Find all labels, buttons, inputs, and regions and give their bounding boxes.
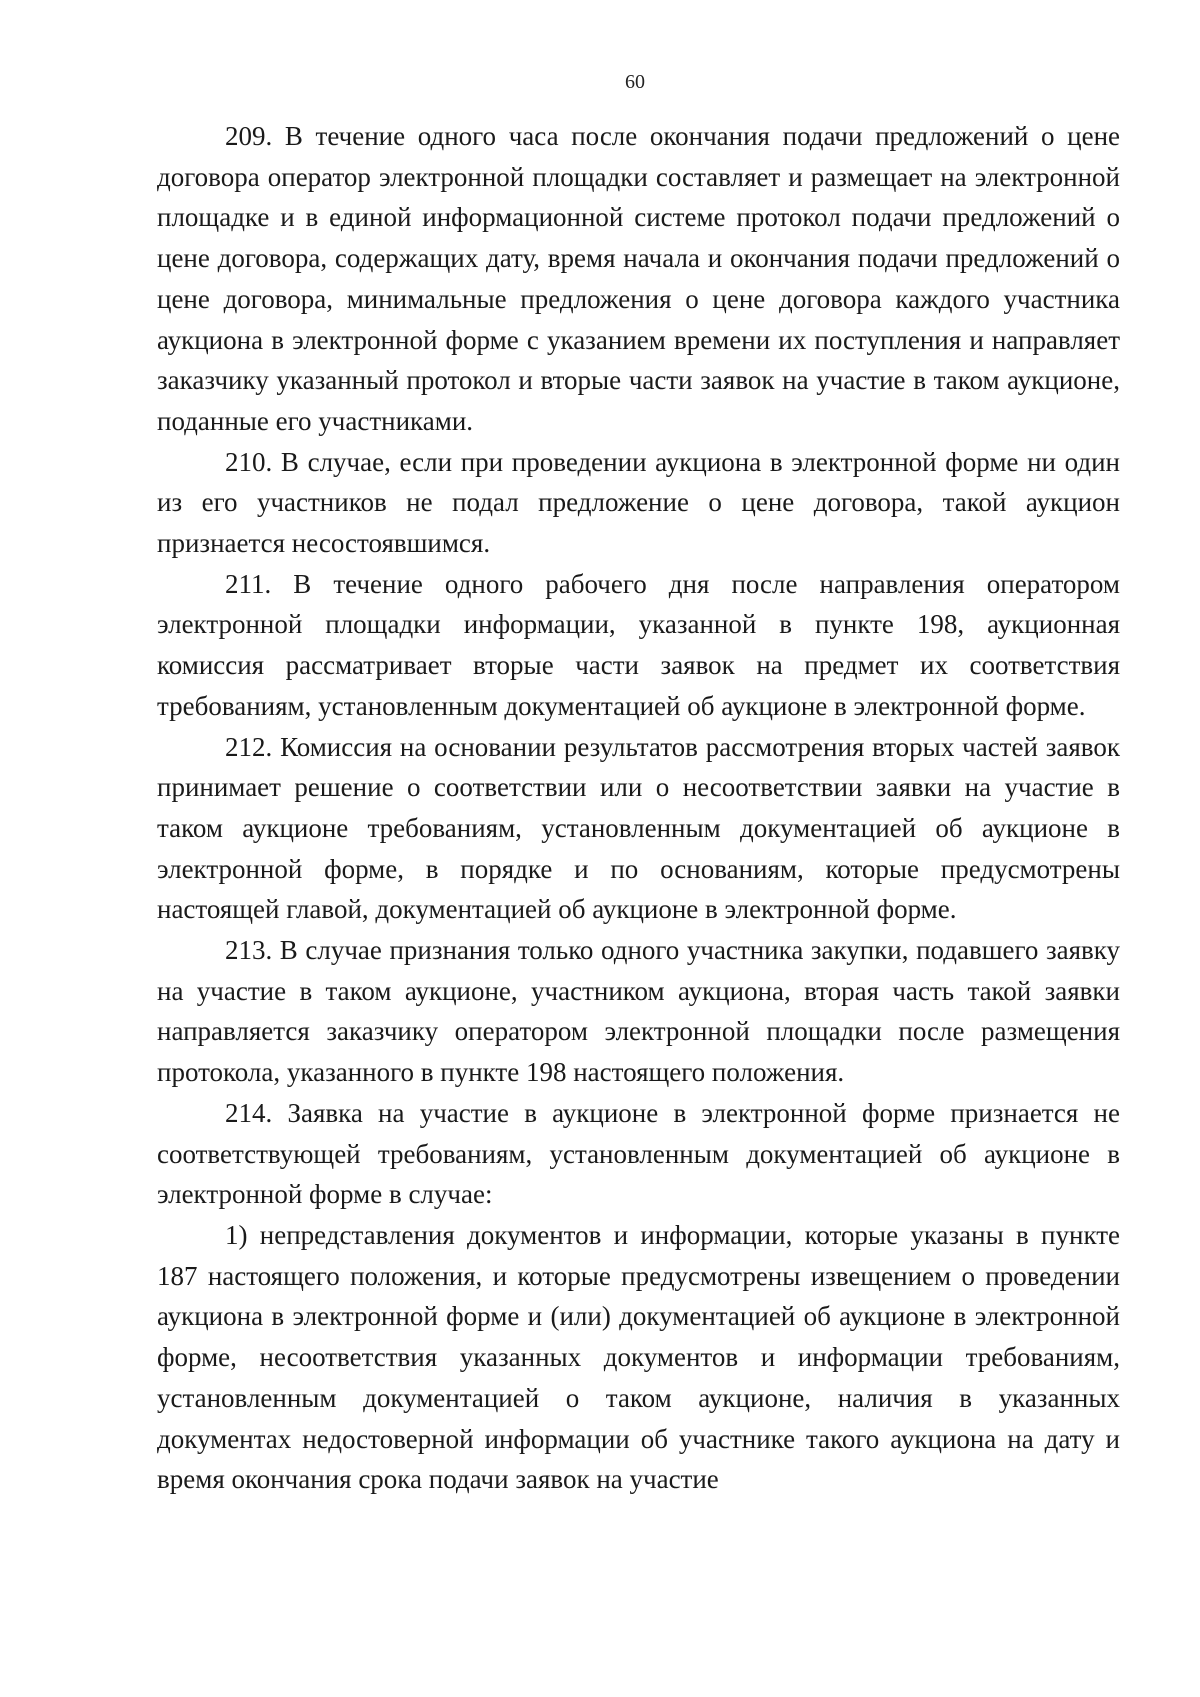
paragraph-211: 211. В течение одного рабочего дня после направления оператором электронной площадки информации, указанной в пункте 198, аукционная комиссия рассматривает вторые части заявок на предмет их соответствия требованиям, установленным документацией об аукционе в электронной форме. <box>157 568 1120 721</box>
paragraph-214-item-1: 1) непредставления документов и информации, которые указаны в пункте 187 настоящего положения, и которые предусмотрены извещением о проведении аукциона в электронной форме и (или) документацией об аукционе в электронной форме, несоответствия указанных документов и информации требованиям, установленным документацией о таком аукционе, наличия в указанных документах недостоверной информации об участнике такого аукциона на дату и время окончания срока подачи заявок на участие <box>157 1219 1120 1495</box>
document-body <box>157 116 1120 1500</box>
page-number: 60 <box>625 71 645 93</box>
paragraph-212: 212. Комиссия на основании результатов рассмотрения вторых частей заявок принимает решение о соответствии или о несоответствии заявки на участие в таком аукционе требованиям, установленным документацией об аукционе в электронной форме, в порядке и по основаниям, которые предусмотрены настоящей главой, документацией об аукционе в электронной форме. <box>157 731 1120 925</box>
paragraph-213: 213. В случае признания только одного участника закупки, подавшего заявку на участие в таком аукционе, участником аукциона, вторая часть такой заявки направляется заказчику оператором электронной площадки после размещения протокола, указанного в пункте 198 настоящего положения. <box>157 935 1120 1088</box>
paragraph-214: 214. Заявка на участие в аукционе в электронной форме признается не соответствующей требованиям, установленным документацией об аукционе в электронной форме в случае: <box>157 1097 1120 1210</box>
paragraph-210: 210. В случае, если при проведении аукциона в электронной форме ни один из его участников не подал предложение о цене договора, такой аукцион признается несостоявшимся. <box>157 446 1120 559</box>
paragraph-209: 209. В течение одного часа после окончания подачи предложений о цене договора оператор электронной площадки составляет и размещает на электронной площадке и в единой информационной системе протокол подачи предложений о цене договора, содержащих дату, время начала и окончания подачи предложений о цене договора, минимальные предложения о цене договора каждого участника аукциона в электронной форме с указанием времени их поступления и направляет заказчику указанный протокол и вторые части заявок на участие в таком аукционе, поданные его участниками. <box>157 121 1120 436</box>
